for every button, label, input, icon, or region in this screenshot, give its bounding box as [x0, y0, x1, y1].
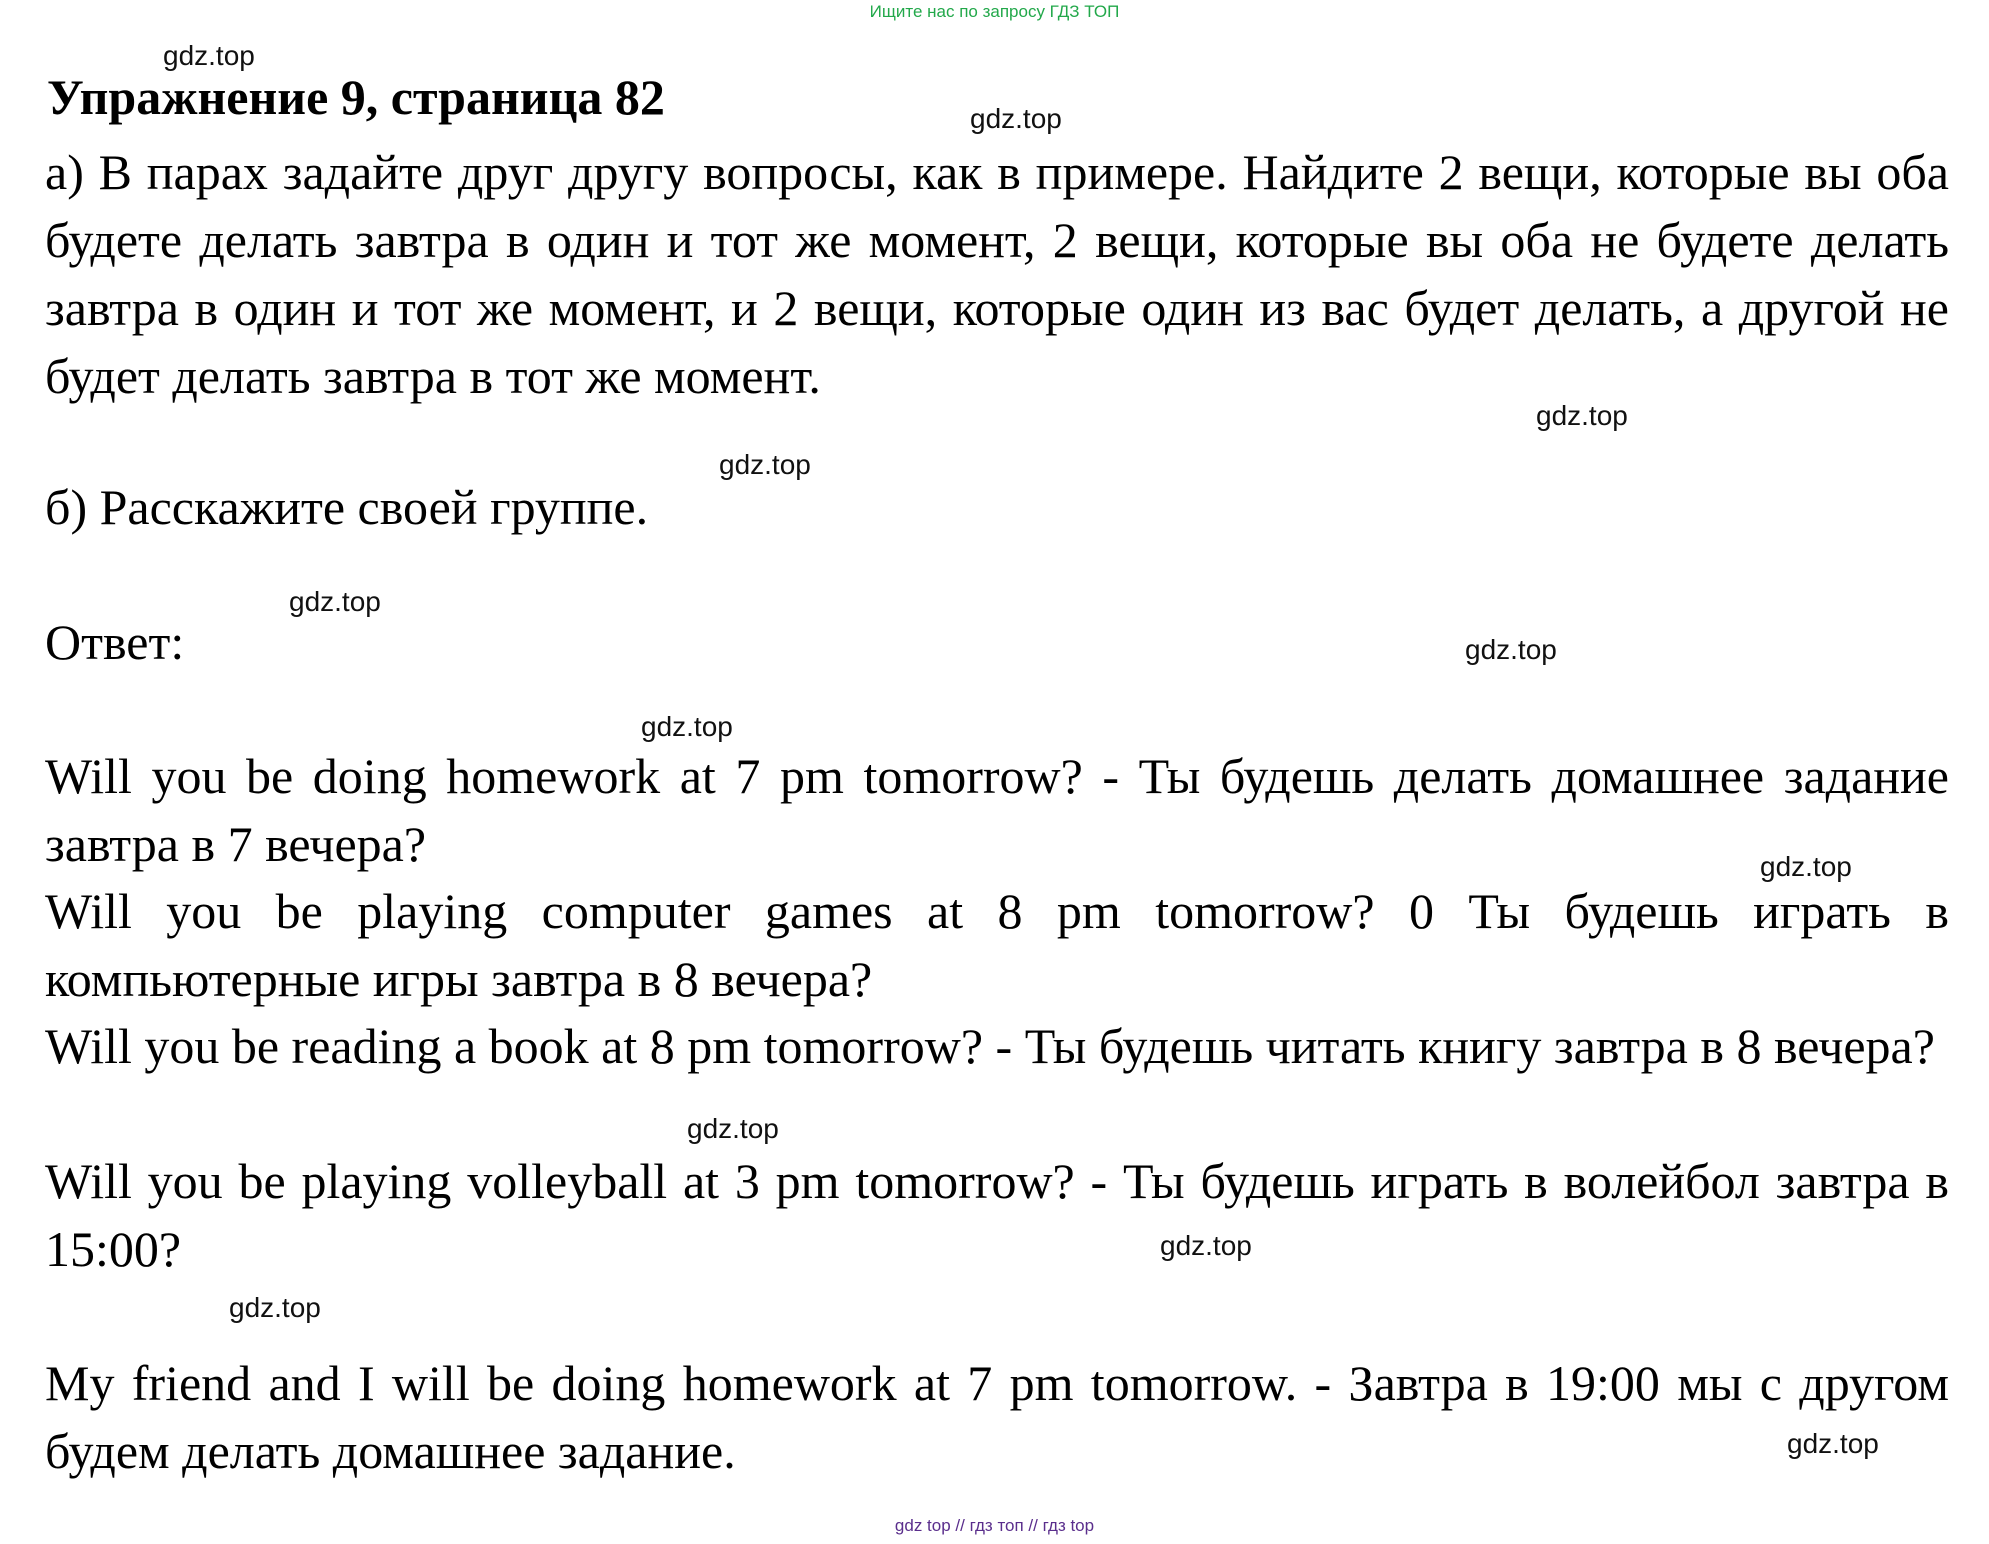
top-banner: Ищите нас по запросу ГДЗ ТОП	[869, 2, 1120, 21]
watermark: gdz.top	[970, 103, 1062, 134]
watermark: gdz.top	[1160, 1230, 1252, 1261]
watermark: gdz.top	[1760, 851, 1852, 882]
answer-item: Will you be doing homework at 7 pm tomorrow? - Ты будешь делать домашнее задание завтра в 7 вечера?	[45, 748, 1949, 872]
answer-item: Will you be playing computer games at 8 pm tomorrow? 0 Ты будешь играть в компьютерные игры завтра в 8 вечера?	[45, 883, 1949, 1007]
watermark: gdz.top	[1465, 634, 1557, 665]
watermark: gdz.top	[687, 1113, 779, 1144]
watermark: gdz.top	[229, 1292, 321, 1323]
watermark: gdz.top	[163, 40, 255, 71]
footer-links: gdz top // гдз топ // гдз top	[894, 1516, 1095, 1535]
answer-item: Will you be reading a book at 8 pm tomorrow? - Ты будешь читать книгу завтра в 8 вечера?	[45, 1018, 1935, 1074]
exercise-title: Упражнение 9, страница 82	[47, 69, 665, 125]
answer-label: Ответ:	[45, 614, 185, 670]
task-a-text: а) В парах задайте друг другу вопросы, как в примере. Найдите 2 вещи, которые вы оба будете делать завтра в один и тот же момент, 2 вещи, которые вы оба не будете делать завтра в один и тот же момент, и 2 вещи, которые один из вас будет делать, а другой не будет делать завтра в тот же момент.	[45, 144, 1949, 404]
task-b-text: б) Расскажите своей группе.	[45, 479, 649, 535]
answer-item: My friend and I will be doing homework at 7 pm tomorrow. - Завтра в 19:00 мы с другом будем делать домашнее задание.	[45, 1355, 1949, 1479]
watermark: gdz.top	[641, 711, 733, 742]
watermark: gdz.top	[719, 449, 811, 480]
watermark: gdz.top	[1787, 1428, 1879, 1459]
watermark: gdz.top	[289, 586, 381, 617]
answer-item: Will you be playing volleyball at 3 pm tomorrow? - Ты будешь играть в волейбол завтра в 15:00?	[45, 1153, 1949, 1277]
watermark: gdz.top	[1536, 400, 1628, 431]
